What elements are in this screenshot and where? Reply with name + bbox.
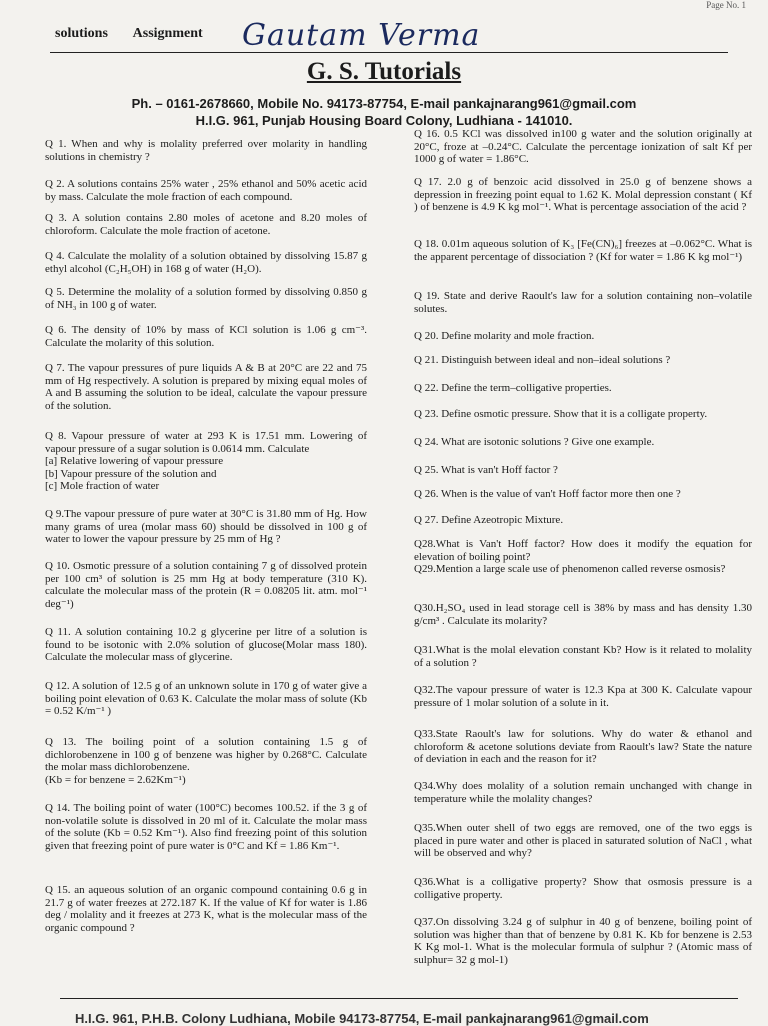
question-5: Q 5. Determine the molality of a solution formed by dissolving 0.850 g of NH₃ in 100 g of water. [45, 286, 367, 311]
question-6: Q 6. The density of 10% by mass of KCl solution is 1.06 g cm⁻³. Calculate the molarity of this solution. [45, 324, 367, 349]
question-10: Q 10. Osmotic pressure of a solution containing 7 g of dissolved protein per 100 cm³ of solution is 25 mm Hg at body temperature (310 K). calculate the molecular mass of the protein (R = 0.08205 lit. atm. mol⁻¹ deg⁻¹) [45, 560, 367, 610]
footer-text: H.I.G. 961, P.H.B. Colony Ludhiana, Mobile 94173-87754, E-mail pankajnarang961@gmail.com [75, 1011, 649, 1026]
question-35: Q35.When outer shell of two eggs are removed, one of the two eggs is placed in pure water and other is placed in saturated solution of NaCl , what will be observed and why? [414, 822, 752, 859]
question-32: Q32.The vapour pressure of water is 12.3 Kpa at 300 K. Calculate vapour pressure of 1 molar solution of a solute in it. [414, 684, 752, 709]
header-divider [50, 52, 728, 53]
question-20: Q 20. Define molarity and mole fraction. [414, 330, 595, 342]
question-28-29: Q28.What is Van't Hoff factor? How does it modify the equation for elevation of boiling point? Q29.Mention a large scale use of phenomenon called reverse osmosis? [414, 538, 752, 575]
question-2: Q 2. A solutions contains 25% water , 25% ethanol and 50% acetic acid by mass. Calculate the mole fraction of each compound. [45, 178, 367, 203]
question-8: Q 8. Vapour pressure of water at 293 K is 17.51 mm. Lowering of vapour pressure of a sugar solution is 0.0614 mm. Calculate [a] Relative lowering of vapour pressure [b] Vapour pressure of the solution and [c] Mole fraction of water [45, 430, 367, 492]
question-34: Q34.Why does molality of a solution remain unchanged with change in temperature while the molality changes? [414, 780, 752, 805]
question-17: Q 17. 2.0 g of benzoic acid dissolved in 25.0 g of benzene shows a depression in freezing point equal to 1.62 K. Molal depression constant ( Kf ) of benzene is 4.9 K kg mol⁻¹. What is percentage association of the acid ? [414, 176, 752, 213]
subject-label: solutions [55, 26, 108, 41]
question-30: Q30.H₂SO₄ used in lead storage cell is 38% by mass and has density 1.30 g/cm³ . Calculate its molarity? [414, 602, 752, 627]
question-11: Q 11. A solution containing 10.2 g glycerine per litre of a solution is found to be isotonic with 2.0% solution of glucose(Molar mass 180). Calculate the molecular mass of glycerine. [45, 626, 367, 663]
question-12: Q 12. A solution of 12.5 g of an unknown solute in 170 g of water give a boiling point elevation of 0.63 K. Calculate the molar mass of solute (Kb = 0.52 K/m⁻¹ ) [45, 680, 367, 717]
question-16: Q 16. 0.5 KCl was dissolved in100 g water and the solution originally at 20°C, froze at –0.24°C. Calculate the percentage ionization of salt Kf per 1000 g of water = 1.86°C. [414, 128, 752, 165]
question-19: Q 19. State and derive Raoult's law for a solution containing non–volatile solutes. [414, 290, 752, 315]
question-36: Q36.What is a colligative property? Show that osmosis pressure is a colligative property. [414, 876, 752, 901]
question-18: Q 18. 0.01m aqueous solution of K₃ [Fe(CN)₆] freezes at –0.062°C. What is the apparent percentage of dissociation ? (Kf for water = 1.86 K kg mol⁻¹) [414, 238, 752, 263]
handwritten-student-name: Gautam Verma [242, 18, 481, 53]
question-9: Q 9.The vapour pressure of pure water at 30°C is 31.80 mm of Hg. How many grams of urea (molar mass 60) should be dissolved in 100 g of water to lower the vapour pressure by 25 mm of Hg ? [45, 508, 367, 545]
header-row [55, 26, 225, 42]
question-4: Q 4. Calculate the molality of a solution obtained by dissolving 15.87 g ethyl alcohol (C₂H₅OH) in 168 g of water (H₂O). [45, 250, 367, 275]
page-corner-text: Page No. 1 [706, 0, 746, 10]
contact-line-1: Ph. – 0161-2678660, Mobile No. 94173-87754, E-mail pankajnarang961@gmail.com [131, 96, 637, 111]
question-26: Q 26. When is the value of van't Hoff factor more then one ? [414, 488, 681, 500]
question-27: Q 27. Define Azeotropic Mixture. [414, 514, 564, 526]
question-21: Q 21. Distinguish between ideal and non–ideal solutions ? [414, 354, 671, 366]
question-15: Q 15. an aqueous solution of an organic compound containing 0.6 g in 21.7 g of water freezes at 272.187 K. If the value of Kf for water is 1.86 deg / molality and it freezes at 273 K, what is the molecular mass of the organic compound ? [45, 884, 367, 934]
question-7: Q 7. The vapour pressures of pure liquids A & B at 20°C are 22 and 75 mm of Hg respectively. A solution is prepared by mixing equal moles of A and B assuming the solution to be ideal, calculate the vapour pressure of the solution. [45, 362, 367, 412]
question-24: Q 24. What are isotonic solutions ? Give one example. [414, 436, 655, 448]
assignment-label: Assignment [132, 26, 203, 41]
question-22: Q 22. Define the term–colligative properties. [414, 382, 612, 394]
question-37: Q37.On dissolving 3.24 g of sulphur in 40 g of benzene, boiling point of solution was higher than that of benzene by 0.81 K. Kb for benzene is 2.53 K Kg mol-1. What is the molecular formula of sulphur ? (Atomic mass of sulphur= 32 g mol-1) [414, 916, 752, 966]
question-33: Q33.State Raoult's law for solutions. Why do water & ethanol and chloroform & acetone solutions deviate from Raoult's law? State the nature of deviation in each and the reason for it? [414, 728, 752, 765]
question-23: Q 23. Define osmotic pressure. Show that it is a colligate property. [414, 408, 708, 420]
institute-title: G. S. Tutorials [306, 58, 462, 85]
question-1: Q 1. When and why is molality preferred over molarity in handling solutions in chemistry ? [45, 138, 367, 163]
question-25: Q 25. What is van't Hoff factor ? [414, 464, 558, 476]
question-3: Q 3. A solution contains 2.80 moles of acetone and 8.20 moles of chloroform. Calculate the mole fraction of acetone. [45, 212, 367, 237]
footer-divider [60, 998, 738, 999]
question-14: Q 14. The boiling point of water (100°C) becomes 100.52. if the 3 g of non-volatile solute is dissolved in 20 ml of it. Calculate the molar mass of the solute (Kb = 0.52 Km⁻¹). Also find freezing point of this solution given that freezing point of pure water is 0°C and Kf = 1.86 Km⁻¹. [45, 802, 367, 852]
contact-line-2: H.I.G. 961, Punjab Housing Board Colony, Ludhiana - 141010. [195, 113, 573, 128]
question-13: Q 13. The boiling point of a solution containing 1.5 g of dichlorobenzene in 100 g of benzene was higher by 0.268°C. Calculate the molar mass dichlorobenzene. (Kb = for benzene = 2.62Km⁻¹) [45, 736, 367, 786]
question-31: Q31.What is the molal elevation constant Kb? How is it related to molality of a solution ? [414, 644, 752, 669]
